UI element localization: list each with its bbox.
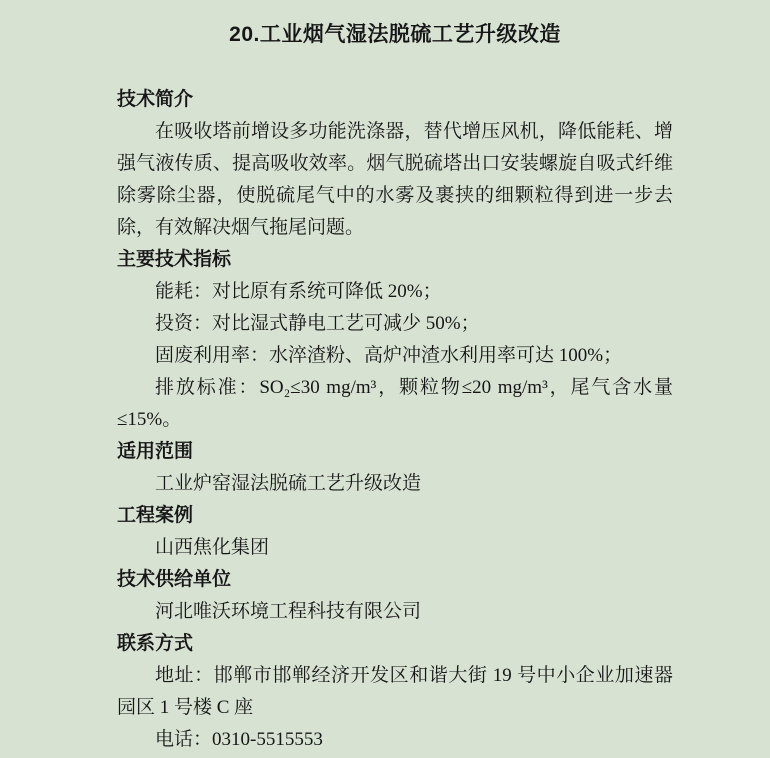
indicator-energy: 能耗：对比原有系统可降低 20%； xyxy=(155,281,442,302)
paragraph-tech-intro: 在吸收塔前增设多功能洗涤器，替代增压风机，降低能耗、增强气液传质、提高吸收效率。烟气脱硫塔出口安装螺旋自吸式纤维除雾除尘器，使脱硫尾气中的水雾及裹挟的细颗粒得到进一步去除，有效解决烟气拖尾问题。 xyxy=(117,121,673,238)
contact-address: 地址：邯郸市邯郸经济开发区和谐大街 19 号中小企业加速器园区 1 号楼 C 座 xyxy=(117,665,673,718)
section-application-scope xyxy=(117,436,673,500)
paragraph-supplier: 河北唯沃环境工程科技有限公司 xyxy=(155,601,422,622)
section-heading-key-indicators: 主要技术指标 xyxy=(117,249,232,270)
section-heading-project-case: 工程案例 xyxy=(117,505,194,526)
indicator-investment: 投资：对比湿式静电工艺可减少 50%； xyxy=(155,313,480,334)
section-supplier xyxy=(117,564,673,628)
section-heading-contact: 联系方式 xyxy=(117,633,194,654)
section-contact xyxy=(117,628,673,756)
section-tech-intro xyxy=(117,84,673,244)
indicator-emission-standard: 排放标准：SO₂≤30 mg/m³，颗粒物≤20 mg/m³，尾气含水量≤15%。 xyxy=(117,377,673,430)
document-title: 20.工业烟气湿法脱硫工艺升级改造 xyxy=(229,23,561,46)
section-project-case xyxy=(117,500,673,564)
section-heading-tech-intro: 技术简介 xyxy=(117,89,194,110)
section-heading-supplier: 技术供给单位 xyxy=(117,569,232,590)
contact-phone: 电话：0310-5515553 xyxy=(155,729,323,750)
section-key-indicators xyxy=(117,244,673,436)
section-heading-application-scope: 适用范围 xyxy=(117,441,194,462)
indicator-solid-waste: 固废利用率：水淬渣粉、高炉冲渣水利用率可达 100%； xyxy=(155,345,623,366)
paragraph-project-case: 山西焦化集团 xyxy=(155,537,270,558)
paragraph-application-scope: 工业炉窑湿法脱硫工艺升级改造 xyxy=(155,473,422,494)
